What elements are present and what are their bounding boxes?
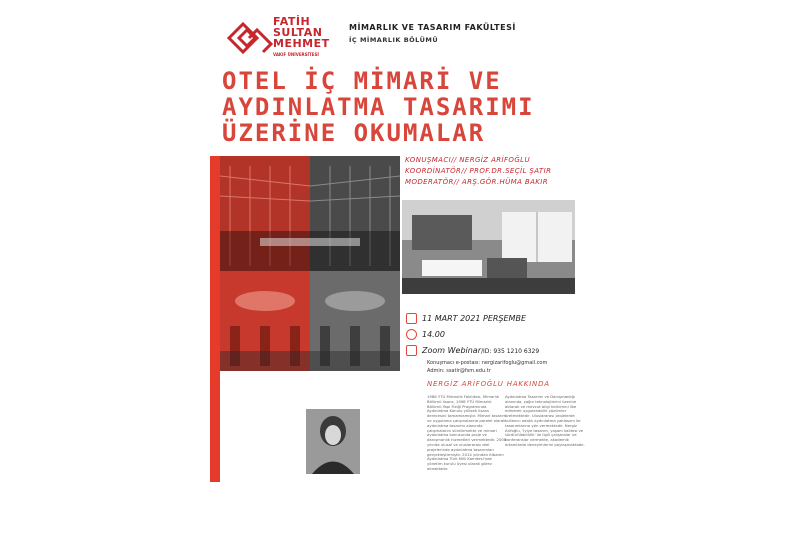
faculty-name: MİMARLIK VE TASARIM FAKÜLTESİ	[349, 23, 516, 32]
admin-contact: Admin: ssatir@fsm.edu.tr	[427, 368, 491, 374]
about-right-column: Aydınlatma Tasarımı ve Danışmanlığı alanında, çağın teknolojilerini üzerine aktarak ve mevcut bilgi birikimini ilke edinerek uygulanabilir çözümler üretmektedir. Uluslararası projelerde kullanıcı odaklı aydınlatma yaklaşımı ile tasarımlarına yön vermektedir. Nergiz Arifoğlu, 'İyiye tasarım, yaşam kalitesi ve sürdürülebilirlik' ile ilgili çalışmalar ve konferanslar vermekte, akademik ortamlarda deneyimlerini paylaşmaktadır.	[505, 394, 585, 447]
event-title: OTEL İÇ MİMARİ VE AYDINLATMA TASARIMI ÜZERİNE OKUMALAR	[222, 67, 535, 147]
coordinator-name: KOORDİNATÖR// PROF.DR.SEÇİL ŞATIR	[405, 167, 552, 175]
calendar-icon	[406, 313, 417, 324]
event-platform-row	[406, 345, 539, 356]
event-date: 11 MART 2021 PERŞEMBE	[422, 314, 527, 323]
university-name: FATİH SULTAN MEHMET	[273, 15, 330, 50]
about-heading: NERGİZ ARİFOĞLU HAKKINDA	[427, 380, 550, 388]
event-date-row	[406, 313, 526, 324]
hotel-restaurant-photo	[220, 271, 400, 371]
about-left-column: 1986 YTÜ Mimarlık Fakültesi, Mimarlık Bölümü lisans, 1998 YTÜ Mimarlık Bölümü Yapı Fiziği Programında Aydınlatma Konulu yüksek lisans derecesini tamamlamıştır. Mimari tasarım ve uygulama çalışmalarına paralel olarak aydınlatma tasarımı alanında çalışmalarını sürdürmekte ve mimari aydınlatma konusunda proje ve danışmanlık hizmetleri vermektedir. 2008 yılında ulusal ve uluslararası otel projelerinde aydınlatma tasarımları gerçekleştirmiştir. 2014 yılından itibaren Aydınlatma Türk Milli Komitesi'nde yönetim kurulu üyesi olarak görev almaktadır.	[427, 394, 507, 471]
event-time-row	[406, 329, 445, 340]
university-logo-icon	[225, 20, 277, 56]
university-subtitle: VAKIF ÜNİVERSİTESİ	[273, 52, 319, 57]
admin-email-link[interactable]: ssatir@fsm.edu.tr	[446, 368, 491, 374]
event-platform: Zoom Webinar	[422, 346, 481, 355]
speaker-name: KONUŞMACI// NERGİZ ARİFOĞLU	[405, 156, 530, 164]
clock-icon	[406, 329, 417, 340]
accent-bar	[210, 156, 220, 482]
department-name: İÇ MİMARLIK BÖLÜMÜ	[349, 36, 439, 44]
hotel-room-photo	[402, 200, 575, 294]
zoom-id: /ID: 935 1210 6329	[481, 348, 540, 355]
speaker-portrait	[306, 409, 360, 474]
video-camera-icon	[406, 345, 417, 356]
speaker-email-link[interactable]: nergizarifoglu@gmail.com	[481, 360, 548, 366]
hotel-lobby-photo	[220, 156, 400, 271]
moderator-name: MODERATÖR// ARŞ.GÖR.HÜMA BAKIR	[405, 178, 548, 186]
event-time: 14.00	[422, 330, 445, 339]
speaker-contact: Konuşmacı e-postası: nergizarifoglu@gmail.com	[427, 360, 548, 366]
